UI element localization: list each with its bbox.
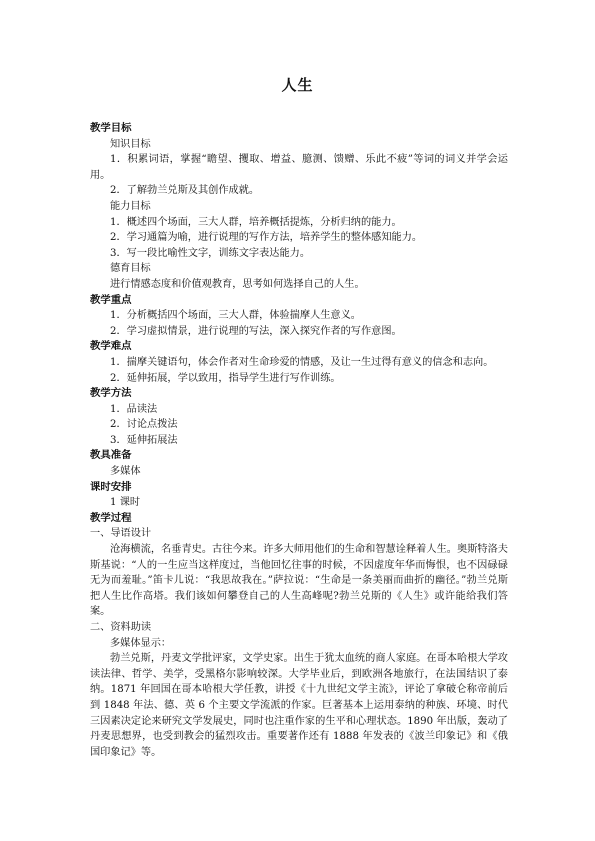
list-item: 1．揣摩关键语句，体会作者对生命珍爱的情感，及让一生过得有意义的信念和志向。 — [110, 356, 494, 368]
document-title: 人生 — [281, 76, 314, 94]
process-step-heading: 一、导语设计 — [90, 528, 152, 540]
list-item: 1．分析概括四个场面，三大人群，体验揣摩人生意义。 — [110, 310, 361, 322]
sub-heading: 1 课时 — [110, 497, 141, 509]
list-item: 1．概述四个场面，三大人群，培养概括提炼，分析归纳的能力。 — [110, 216, 402, 228]
paragraph: 沧海横流，名垂青史。古往今来。许多大师用他们的生命和智慧诠释着人生。奥斯特洛夫斯基说：“人的一生应当这样度过，当他回忆往事的时候，不因虚度年华而悔恨，也不因碌碌无为而羞耻。”笛卡儿说：“我思故我在。”萨拉说：“生命是一条美丽而曲折的幽径。”勃兰兑斯把人生比作高塔。我们该如何攀登自己的人生高峰呢?勃兰兑斯的《人生》或许能给我们答案。 — [90, 544, 508, 618]
sub-heading: 多媒体显示： — [110, 637, 172, 649]
list-item: 2．了解勃兰兑斯及其创作成就。 — [110, 185, 260, 197]
paragraph: 勃兰兑斯，丹麦文学批评家，文学史家。出生于犹太血统的商人家庭。在哥本哈根大学攻读法律、哲学、美学，受黑格尔影响较深。大学毕业后，到欧洲各地旅行，在法国结识了泰纳。1871 年回国在哥本哈根大学任教，讲授《十九世纪文学主流》，评论了拿破仑称帝前后到 1848 年法、德、英 6 个主要文学流派的作家。巨著基本上运用泰纳的种族、环境、时代三因素决定论来研究文学发展史，同时也注重作家的生平和心理状态。1890 年出版，轰动了丹麦思想界，也受到教会的猛烈攻击。重要著作还有 1888 年发表的《波兰印象记》和《俄国印象记》等。 — [90, 653, 508, 758]
list-item: 2．延伸拓展，学以致用，指导学生进行写作训练。 — [110, 372, 341, 384]
section-heading: 教学过程 — [90, 511, 132, 524]
section-heading: 课时安排 — [90, 480, 132, 493]
list-item: 1．品读法 — [110, 403, 158, 415]
section-heading: 教具准备 — [90, 449, 132, 462]
list-item: 2．讨论点拨法 — [110, 419, 178, 431]
section-heading: 教学难点 — [90, 340, 132, 353]
list-item: 3．写一段比喻性文字，训练文字表达能力。 — [110, 247, 311, 259]
sub-heading: 知识目标 — [110, 138, 151, 150]
list-item: 3．延伸拓展法 — [110, 434, 178, 446]
sub-heading: 多媒体 — [110, 466, 141, 478]
sub-heading: 进行情感态度和价值观教育，思考如何选择自己的人生。 — [110, 278, 365, 290]
document-body — [90, 121, 508, 760]
list-item: 2．学习虚拟情景，进行说理的写法，深入探究作者的写作意图。 — [110, 325, 402, 337]
list-item: 2．学习通篇为喻，进行说理的写作方法，培养学生的整体感知能力。 — [110, 232, 423, 244]
sub-heading: 能力目标 — [110, 200, 151, 212]
sub-heading: 德育目标 — [110, 263, 151, 275]
section-heading: 教学目标 — [90, 122, 132, 134]
section-heading: 教学方法 — [90, 387, 132, 400]
list-item: 1．积累词语，掌握“瞻望、攫取、增益、臆测、馈赠、乐此不疲”等词的词义并学会运用。 — [90, 154, 508, 181]
process-step-heading: 二、资料助读 — [90, 622, 152, 633]
section-heading: 教学重点 — [90, 293, 132, 306]
